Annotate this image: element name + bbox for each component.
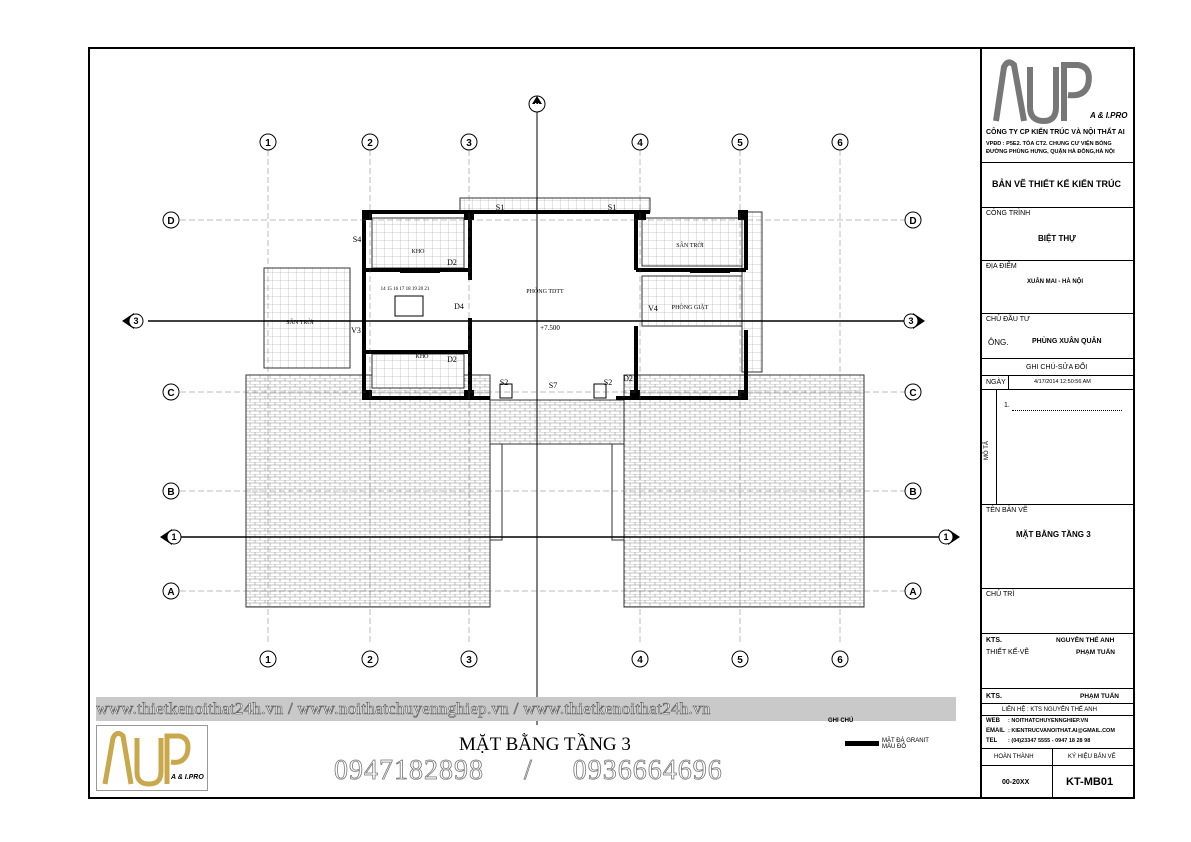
grid-col-6-top: 6 xyxy=(837,138,843,149)
description-label: MÔ TẢ xyxy=(984,441,990,460)
kts1-value: NGUYỄN THẾ ANH xyxy=(1056,637,1115,644)
grid-col-2-top: 2 xyxy=(367,138,373,149)
tel-value: : (04)23347 5555 - 0947 18 28 98 xyxy=(1008,738,1091,744)
grid-row-d-right: D xyxy=(909,216,917,227)
room-san-troi-left: SÂN TRỜI xyxy=(286,320,314,326)
floor-level: +7.500 xyxy=(540,324,560,332)
grid-col-2-bottom: 2 xyxy=(367,655,373,666)
tag-s7: S7 xyxy=(548,381,558,390)
company-address-2: ĐƯỜNG PHÙNG HƯNG, QUẬN HÀ ĐÔNG,HÀ NỘI xyxy=(986,149,1115,155)
drawing-heading: BẢN VẼ THIẾT KẾ KIẾN TRÚC xyxy=(992,179,1122,189)
investor-row xyxy=(982,313,1135,358)
description-item: 1. xyxy=(1004,402,1010,409)
project-row xyxy=(982,207,1135,260)
tag-s1-left: S1 xyxy=(495,203,505,212)
room-phong-giat: PHÒNG GIẶT xyxy=(671,305,709,311)
designer-value: PHẠM TUẤN xyxy=(1076,649,1115,656)
investor-prefix: ÔNG. xyxy=(988,338,1009,347)
code-value: KT-MB01 xyxy=(1066,776,1114,788)
email-value: : KIENTRUCVANOITHAT.AI@GMAIL.COM xyxy=(1008,728,1115,734)
tag-s4: S4 xyxy=(352,235,362,244)
project-value: BIỆT THỰ xyxy=(1038,234,1076,243)
terrace-left xyxy=(264,268,350,368)
tag-s2-left: S2 xyxy=(499,378,509,387)
contact-details xyxy=(982,715,1135,748)
grid-row-c-left: C xyxy=(167,388,175,399)
legend-title: GHI CHÚ xyxy=(828,718,854,724)
location-row xyxy=(982,260,1135,313)
grid-row-d-left: D xyxy=(167,216,175,227)
section-1-left: 1 xyxy=(171,532,177,542)
grid-row-b-left: B xyxy=(167,487,175,498)
room-san-troi-right: SÂN TRỜI xyxy=(676,243,704,249)
location-value: XUÂN MAI - HÀ NỘI xyxy=(1027,279,1083,285)
section-3-left: 3 xyxy=(133,316,139,326)
kts1-row xyxy=(982,633,1135,646)
phone-numbers xyxy=(334,755,723,787)
heading-row xyxy=(982,162,1135,207)
investor-value: PHÙNG XUÂN QUÂN xyxy=(1032,338,1102,345)
web-value: : NOITHATCHUYENNGHIEP.VN xyxy=(1008,718,1089,724)
grid-col-1-bottom: 1 xyxy=(265,655,271,666)
bottom-logo-suffix: A & I.PRO xyxy=(171,774,204,781)
bottom-logo xyxy=(96,725,208,791)
section-1-right: 1 xyxy=(943,532,949,542)
grid-row-a-left: A xyxy=(167,587,175,598)
phone-2: 0936664696 xyxy=(572,755,723,786)
kts2-row xyxy=(982,688,1135,703)
kts2-label: KTS. xyxy=(986,693,1002,700)
tag-v3: V3 xyxy=(351,326,361,335)
drawing-name-value: MẶT BẰNG TẦNG 3 xyxy=(1016,530,1091,539)
legend-item: MẶT ĐÁ GRANIT MÀU ĐỎ xyxy=(882,738,929,750)
date-value: 4/17/2014 12:50:56 AM xyxy=(1034,379,1091,385)
location-label: ĐỊA ĐIỂM xyxy=(986,263,1017,270)
grid-row-c-right: C xyxy=(909,388,917,399)
date-label: NGÀY xyxy=(986,379,1006,386)
room-phong-tdtt: PHÒNG TDTT xyxy=(526,289,564,295)
completed-label: HOÀN THÀNH xyxy=(994,754,1034,760)
phone-separator: / xyxy=(524,755,533,786)
room-kho-bottom: KHO xyxy=(415,354,429,360)
description-row xyxy=(982,389,1135,504)
grid-col-5-bottom: 5 xyxy=(737,655,743,666)
title-block xyxy=(980,47,1135,799)
lead-row xyxy=(982,588,1135,633)
logo-suffix: A & I.PRO xyxy=(1090,111,1128,120)
drawing-name-label: TÊN BẢN VẼ xyxy=(986,507,1028,514)
tag-d2-bottom: D2 xyxy=(447,355,457,364)
stairs-numbers: 14 15 16 17 18 19 20 21 xyxy=(380,287,430,292)
phone-1: 0947182898 xyxy=(334,755,484,786)
code-label: KÝ HIỆU BẢN VẼ xyxy=(1068,754,1116,760)
project-label: CÔNG TRÌNH xyxy=(986,210,1031,217)
tel-label: TEL xyxy=(986,738,998,744)
contact-row xyxy=(982,703,1135,715)
tag-s1-right: S1 xyxy=(607,203,617,212)
contact-label: LIÊN HỆ : KTS NGUYỄN THẾ ANH xyxy=(1002,707,1097,713)
email-label: EMAIL xyxy=(986,728,1005,734)
investor-label: CHỦ ĐẦU TƯ xyxy=(986,316,1030,323)
company-name: CÔNG TY CP KIẾN TRÚC VÀ NỘI THẤT AI xyxy=(986,129,1125,136)
grid-col-5-top: 5 xyxy=(737,138,743,149)
designer-label: THIẾT KẾ-VẼ xyxy=(986,649,1030,656)
company-address-1: VPĐD : P5E2. TÒA CT2. CHUNG CƯ VIỆN BỎNG xyxy=(986,141,1112,147)
date-row xyxy=(982,375,1135,389)
north-label: N xyxy=(534,103,540,110)
kts2-value: PHẠM TUẤN xyxy=(1080,693,1119,700)
roof-center xyxy=(490,400,624,444)
grid-col-3-bottom: 3 xyxy=(466,655,472,666)
tag-v4: V4 xyxy=(648,304,658,313)
tag-d2-right: D2 xyxy=(623,374,633,383)
watermark-banner: www.thietkenoithat24h.vn / www.noithatchuyennghiep.vn / www.thietkenoithat24h.vn xyxy=(96,697,956,721)
kts1-label: KTS. xyxy=(986,637,1002,644)
completed-value: 00-20XX xyxy=(1002,779,1030,786)
drawing-name-row xyxy=(982,504,1135,588)
grid-row-b-right: B xyxy=(909,487,917,498)
section-3-right: 3 xyxy=(908,316,914,326)
lead-label: CHỦ TRÌ xyxy=(986,591,1015,598)
grid-col-4-bottom: 4 xyxy=(637,655,643,666)
grid-col-1-top: 1 xyxy=(265,138,271,149)
designer-row xyxy=(982,646,1135,688)
notes-label: GHI CHÚ-SỬA ĐỔI xyxy=(1026,364,1088,371)
grid-col-6-bottom: 6 xyxy=(837,655,843,666)
sheet-title: MẶT BẰNG TẦNG 3 xyxy=(459,734,631,755)
grid-col-4-top: 4 xyxy=(637,138,643,149)
room-kho-top: KHO xyxy=(411,249,425,255)
notes-row xyxy=(982,358,1135,375)
tag-d2-top: D2 xyxy=(447,258,457,267)
grid-col-3-top: 3 xyxy=(466,138,472,149)
company-logo xyxy=(990,55,1130,127)
tag-s2-right: S2 xyxy=(603,378,613,387)
tag-d4: D4 xyxy=(454,302,464,311)
web-label: WEB xyxy=(986,718,1000,724)
terrace-right xyxy=(642,218,742,266)
code-row xyxy=(982,748,1135,797)
grid-row-a-right: A xyxy=(909,587,917,598)
